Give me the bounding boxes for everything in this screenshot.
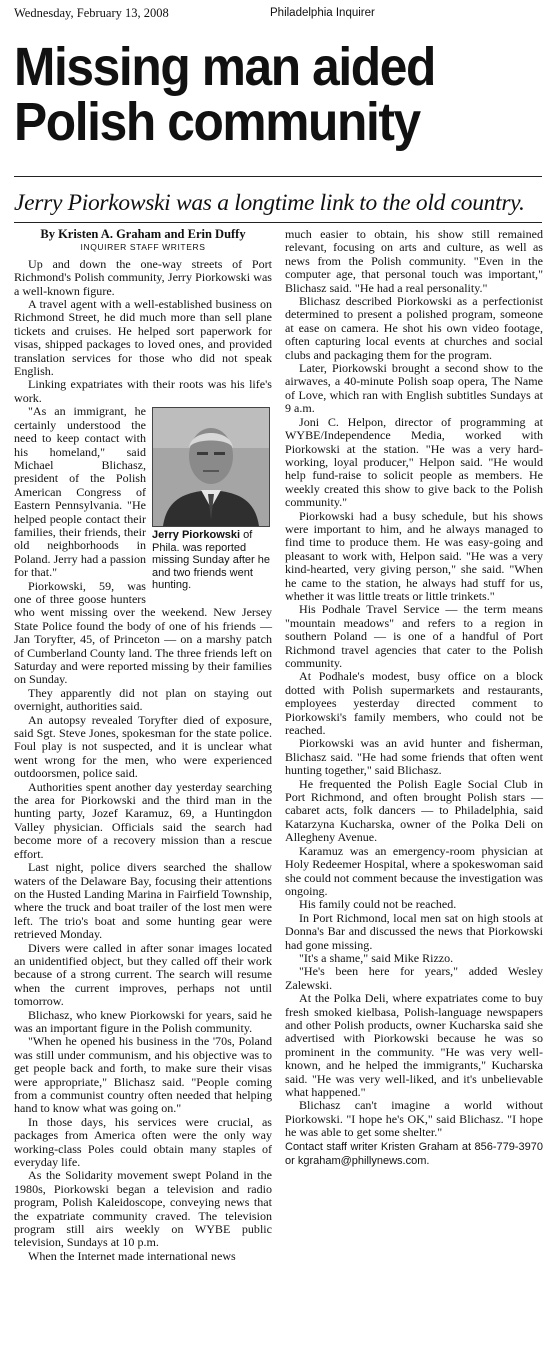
paragraph: Divers were called in after sonar images located an unidentified object, but they called off their work because of a strong current. The search will resume when the current improves, perhaps not until tomorrow. [14,940,272,1009]
paragraph: His Podhale Travel Service — the term means "mountain meadows" and refers to a region in southern Poland — is one of a handful of Port Richmond travel agencies that cater to the Polish community. [285,602,543,670]
portrait-photo [152,407,270,527]
paragraph: much easier to obtain, his show still remained relevant, focusing on arts and culture, as well as news from the Polish community. "Even in the computer age, that personal touch was important," Blichasz said. "He had a real personality." [285,227,543,295]
headline-rule [14,176,542,177]
paragraph: "As an immigrant, he certainly understood the need to keep contact with his homeland," said Michael Blichasz, president of the Polish American Congress of Eastern Pennsylvania. "He helped people contact their families, their friends, their old neighborhoods in Poland. Jerry had a passion for that." [14,404,146,580]
paragraph: Later, Piorkowski brought a second show to the airwaves, a 40-minute Polish soap opera, The Name of Love, which ran with English subtitles Sundays at 9 a.m. [285,361,543,416]
paragraph: At Podhale's modest, busy office on a block dotted with Polish supermarkets and restaurants, employees yesterday directed comment to Piorkowski's family members, who could not be reached. [285,669,543,738]
paragraph: Up and down the one-way streets of Port Richmond's Polish community, Jerry Piorkowski was a well-known figure. [14,256,272,298]
paragraph: Karamuz was an emergency-room physician at Holy Redeemer Hospital, where a spokeswoman said she could not comment because the investigation was ongoing. [285,843,543,898]
byline-staff: INQUIRER STAFF WRITERS [80,242,206,253]
paragraph: When the Internet made international news [28,1248,236,1263]
newspaper-name: Philadelphia Inquirer [270,7,375,19]
paragraph: Blichasz described Piorkowski as a perfectionist determined to present a polished program, someone at ease on camera. He shot his own video footage, often capturing local events at churches and social clubs and packaging them for the program. [285,294,543,362]
paragraph: An autopsy revealed Toryfter died of exposure, said Sgt. Steve Jones, spokesman for the state police. Foul play is not suspected, and it is unclear what went wrong for the men, who were experienced outdoorsmen, police said. [14,712,272,781]
paragraph: Piorkowski had a busy schedule, but his shows were important to him, and he always managed to find time to produce them. He was easy-going and pleasant to work with, Helpon said. "He was a very kind-hearted, very giving person," she said. "When he came to the station, he always had stuff for us, whether it was little treats or little trinkets." [285,508,543,603]
paragraph: A travel agent with a well-established business on Richmond Street, he did much more than sell plane tickets and cruises. He helped sort paperwork for visas, shipped packages to loved ones, and provided translation services for those who did not speak English. [14,297,272,379]
article-column-1 [14,228,272,1263]
paragraph: "He's been here for years," added Wesley Zalewski. [285,964,543,992]
paragraph: His family could not be reached. [299,897,457,912]
caption-name: Jerry Piorkowski [152,529,241,542]
paragraph: He frequented the Polish Eagle Social Club in Port Richmond, and often brought Polish stars — cabaret acts, folk dancers — to Philadelphia, said Katarzyna Kucharska, owner of the Polka Deli on Allegheny Avenue. [285,776,543,845]
paragraph: Linking expatriates with their roots was his life's work. [14,377,272,405]
dateline: Wednesday, February 13, 2008 [14,6,169,20]
col1-before-photo [14,258,272,405]
photo-wrap-zone [14,405,272,687]
paragraph: In Port Richmond, local men sat on high stools at Donna's Bar and discussed the news that Piorkowski had gone missing. [285,910,543,952]
paragraph: "It's a shame," said Mike Rizzo. [299,950,454,965]
byline-authors: By Kristen A. Graham and Erin Duffy [40,227,246,241]
paragraph: They apparently did not plan on staying out overnight, authorities said. [14,685,272,714]
paragraph: Authorities spent another day yesterday searching the area for Piorkowski and the third man in the hunting party, Jozef Karamuz, 69, a Huntingdon Valley physician. Officials said the search had become more of a recovery mission than a rescue effort. [14,779,272,861]
paragraph: Blichasz, who knew Piorkowski for years, said he was an important figure in the Polish community. [14,1007,272,1035]
contact-line: Contact staff writer Kristen Graham at 856-779-3970 or kgraham@phillynews.com. [285,1140,543,1167]
paragraph: At the Polka Deli, where expatriates come to buy fresh smoked kielbasa, Polish-language newspapers and other Polish products, owner Kucharska said she advertised with Piorkowski because he was so prominent in the community. "He was very well-known, and he helped the immigrants," Kucharska said. "He was very well-liked, and it's unbelievable what happened." [285,991,543,1099]
paragraph: Joni C. Helpon, director of programming at WYBE/Independence Media, worked with Piorkowski at the station. "He was a very hard-working, loyal producer," Helpon said. "He would help fund-raise to solicit people as members. He weekly created this show to give back to the Polish community." [285,414,543,510]
article-column-2 [285,228,543,1168]
paragraph: As the Solidarity movement swept Poland in the 1980s, Piorkowski began a television and radio program, Polish Kaleidoscope, conveying news that the expatriate community craved. The television program still airs weekly on WYBE public television, Sundays at 10 p.m. [14,1168,272,1250]
paragraph: In those days, his services were crucial, as packages from America often were the only way working-class Poles could obtain many staples of everyday life. [14,1114,272,1170]
paragraph: Piorkowski, 59, was one of three goose hunters who went missing over the weekend. New Jersey State Police found the body of one of his friends — Jan Toryfter, 45, of Princeton — on a marshy patch of Cumberland County land. The three friends left on Saturday and were reported missing by their families on Sunday. [14,578,272,687]
deck-subheadline: Jerry Piorkowski was a longtime link to the old country. [14,190,525,216]
headline: Missing man aided Polish community [14,37,436,152]
paragraph: "When he opened his business in the '70s, Poland was still under communism, and his objective was to get people back and forth, to make sure their visas were appropriate," Blichasz said. "People coming from a communist country often needed that helping hand to know what was going on." [14,1034,272,1116]
photo-caption [152,529,272,592]
caption-text: of Phila. was reported missing Sunday after he and two friends went hunting. [152,529,271,592]
paragraph: Last night, police divers searched the shallow waters of the Delaware Bay, focusing their attentions on the Husted Landing Marina in Fairfield Township, where the truck and boat trailer of the lost men were left. The trio's boat and some hunting gear were retrieved Monday. [14,860,272,942]
paragraph: Piorkowski was an avid hunter and fisherman, Blichasz said. "He had some friends that often went hunting together," said Blichasz. [285,736,543,778]
deck-rule [14,222,542,223]
photo-figure [152,407,272,592]
paragraph: Blichasz can't imagine a world without Piorkowski. "I hope he's OK," said Blichasz. "I hope he was able to get some shelter." [285,1098,543,1140]
